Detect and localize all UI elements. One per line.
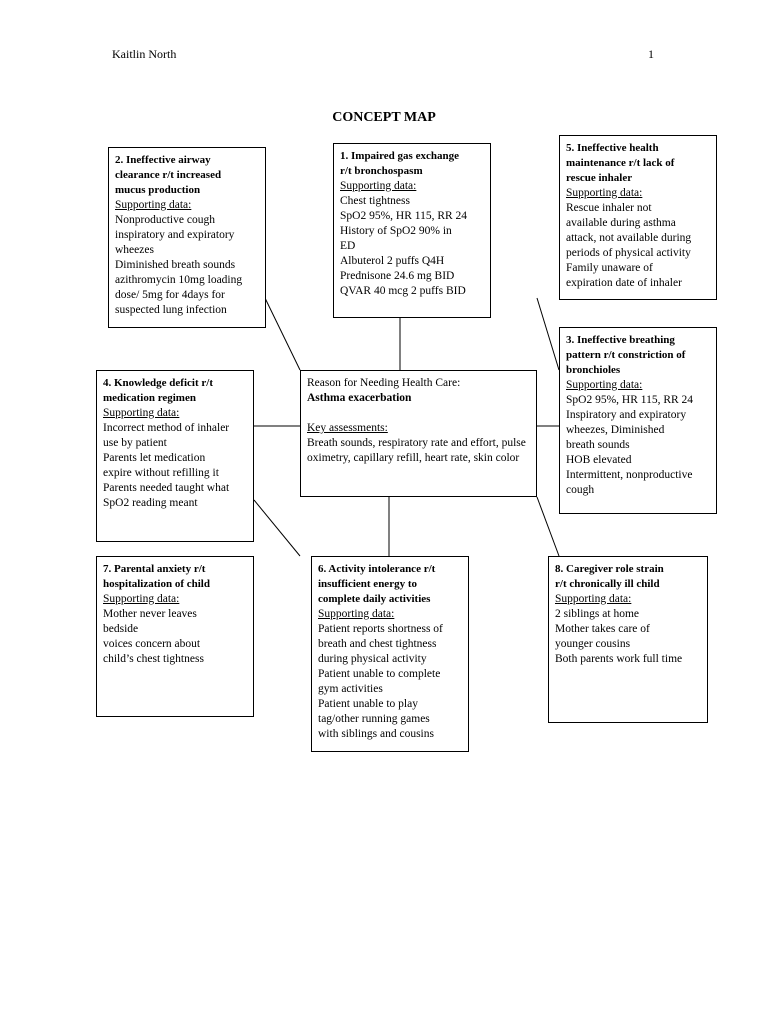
problem-3-heading	[566, 333, 710, 378]
text-line: Patient unable to complete	[318, 668, 441, 680]
problem-box-2	[108, 147, 266, 328]
supporting-data-label: Supporting data:	[115, 199, 192, 211]
problem-1-data	[340, 194, 484, 299]
text-line: azithromycin 10mg loading	[115, 274, 243, 286]
problem-7-data	[103, 607, 247, 667]
text-line: bedside	[103, 623, 139, 635]
supporting-data-label: Supporting data:	[318, 608, 395, 620]
supporting-data-label: Supporting data:	[340, 180, 417, 192]
problem-6-heading	[318, 562, 462, 607]
text-line: Inspiratory and expiratory	[566, 409, 687, 421]
text-line: with siblings and cousins	[318, 728, 434, 740]
text-line: maintenance r/t lack of	[566, 157, 675, 169]
text-line: expire without refilling it	[103, 467, 219, 479]
text-line: Mother never leaves	[103, 608, 197, 620]
problem-8-data	[555, 607, 701, 667]
link-center-b7	[254, 500, 300, 556]
problem-7-heading	[103, 562, 247, 592]
text-line: inspiratory and expiratory	[115, 229, 235, 241]
supporting-data-label: Supporting data:	[103, 593, 180, 605]
key-assessments-text: Breath sounds, respiratory rate and effort, pulse oximetry, capillary refill, heart rate, skin color	[307, 437, 526, 464]
text-line: 6. Activity intolerance r/t	[318, 563, 436, 575]
problem-8-heading	[555, 562, 701, 592]
supporting-data-label: Supporting data:	[566, 379, 643, 391]
text-line: ED	[340, 240, 356, 252]
text-line: insufficient energy to	[318, 578, 417, 590]
text-line: Prednisone 24.6 mg BID	[340, 270, 455, 282]
link-center-b2	[265, 298, 300, 370]
problem-box-4	[96, 370, 254, 542]
text-line: medication regimen	[103, 392, 196, 404]
text-line: Nonproductive cough	[115, 214, 215, 226]
text-line: Incorrect method of inhaler	[103, 422, 230, 434]
text-line: available during asthma	[566, 217, 676, 229]
text-line: breath and chest tightness	[318, 638, 437, 650]
text-line: 7. Parental anxiety r/t	[103, 563, 206, 575]
text-line: expiration date of inhaler	[566, 277, 682, 289]
key-assessments-label: Key assessments:	[307, 422, 388, 434]
text-line: complete daily activities	[318, 593, 431, 605]
text-line: 1. Impaired gas exchange	[340, 150, 459, 162]
problem-box-1	[333, 143, 491, 318]
text-line: suspected lung infection	[115, 304, 227, 316]
text-line: voices concern about	[103, 638, 201, 650]
text-line: Patient unable to play	[318, 698, 418, 710]
text-line: SpO2 95%, HR 115, RR 24	[340, 210, 468, 222]
text-line: pattern r/t constriction of	[566, 349, 686, 361]
problem-2-heading	[115, 153, 259, 198]
text-line: Parents needed taught what	[103, 482, 230, 494]
concept-map-title: CONCEPT MAP	[332, 110, 436, 125]
header-page-number: 1	[648, 47, 654, 61]
text-line: 5. Ineffective health	[566, 142, 659, 154]
text-line: 4. Knowledge deficit r/t	[103, 377, 213, 389]
text-line: Parents let medication	[103, 452, 206, 464]
text-line: bronchioles	[566, 364, 621, 376]
problem-6-data	[318, 622, 462, 742]
problem-4-heading	[103, 376, 247, 406]
supporting-data-label: Supporting data:	[103, 407, 180, 419]
text-line: dose/ 5mg for 4days for	[115, 289, 225, 301]
text-line: use by patient	[103, 437, 167, 449]
diagnosis: Asthma exacerbation	[307, 392, 412, 404]
text-line: r/t chronically ill child	[555, 578, 660, 590]
text-line: gym activities	[318, 683, 383, 695]
text-line: child’s chest tightness	[103, 653, 204, 665]
text-line: 2 siblings at home	[555, 608, 640, 620]
text-line: Albuterol 2 puffs Q4H	[340, 255, 445, 267]
problem-box-7	[96, 556, 254, 717]
text-line: 8. Caregiver role strain	[555, 563, 664, 575]
text-line: wheezes	[115, 244, 154, 256]
reason-label: Reason for Needing Health Care:	[307, 377, 461, 389]
link-center-b8	[537, 497, 559, 556]
text-line: 2. Ineffective airway	[115, 154, 211, 166]
problem-4-data	[103, 421, 247, 511]
center-box	[300, 370, 537, 497]
text-line: History of SpO2 90% in	[340, 225, 452, 237]
text-line: hospitalization of child	[103, 578, 210, 590]
supporting-data-label: Supporting data:	[566, 187, 643, 199]
text-line: during physical activity	[318, 653, 427, 665]
text-line: cough	[566, 484, 595, 496]
text-line: younger cousins	[555, 638, 631, 650]
text-line: 3. Ineffective breathing	[566, 334, 675, 346]
text-line: attack, not available during	[566, 232, 692, 244]
text-line: Family unaware of	[566, 262, 653, 274]
text-line: Both parents work full time	[555, 653, 683, 665]
text-line: Diminished breath sounds	[115, 259, 236, 271]
problem-box-6	[311, 556, 469, 752]
problem-5-heading	[566, 141, 710, 186]
text-line: clearance r/t increased	[115, 169, 222, 181]
text-line: SpO2 95%, HR 115, RR 24	[566, 394, 694, 406]
text-line: tag/other running games	[318, 713, 430, 725]
text-line: Chest tightness	[340, 195, 410, 207]
problem-5-data	[566, 201, 710, 291]
problem-3-data	[566, 393, 710, 498]
text-line: HOB elevated	[566, 454, 632, 466]
link-center-b5	[537, 298, 559, 370]
problem-box-8	[548, 556, 708, 723]
header-author: Kaitlin North	[112, 47, 177, 61]
problem-box-3	[559, 327, 717, 514]
problem-box-5	[559, 135, 717, 300]
text-line: Intermittent, nonproductive	[566, 469, 693, 481]
text-line: mucus production	[115, 184, 201, 196]
text-line: wheezes, Diminished	[566, 424, 665, 436]
text-line: r/t bronchospasm	[340, 165, 423, 177]
text-line: periods of physical activity	[566, 247, 691, 259]
text-line: breath sounds	[566, 439, 630, 451]
text-line: Patient reports shortness of	[318, 623, 443, 635]
text-line: SpO2 reading meant	[103, 497, 198, 509]
text-line: Rescue inhaler not	[566, 202, 652, 214]
text-line: QVAR 40 mcg 2 puffs BID	[340, 285, 466, 297]
problem-2-data	[115, 213, 259, 318]
text-line: rescue inhaler	[566, 172, 633, 184]
text-line: Mother takes care of	[555, 623, 650, 635]
problem-1-heading	[340, 149, 484, 179]
supporting-data-label: Supporting data:	[555, 593, 632, 605]
